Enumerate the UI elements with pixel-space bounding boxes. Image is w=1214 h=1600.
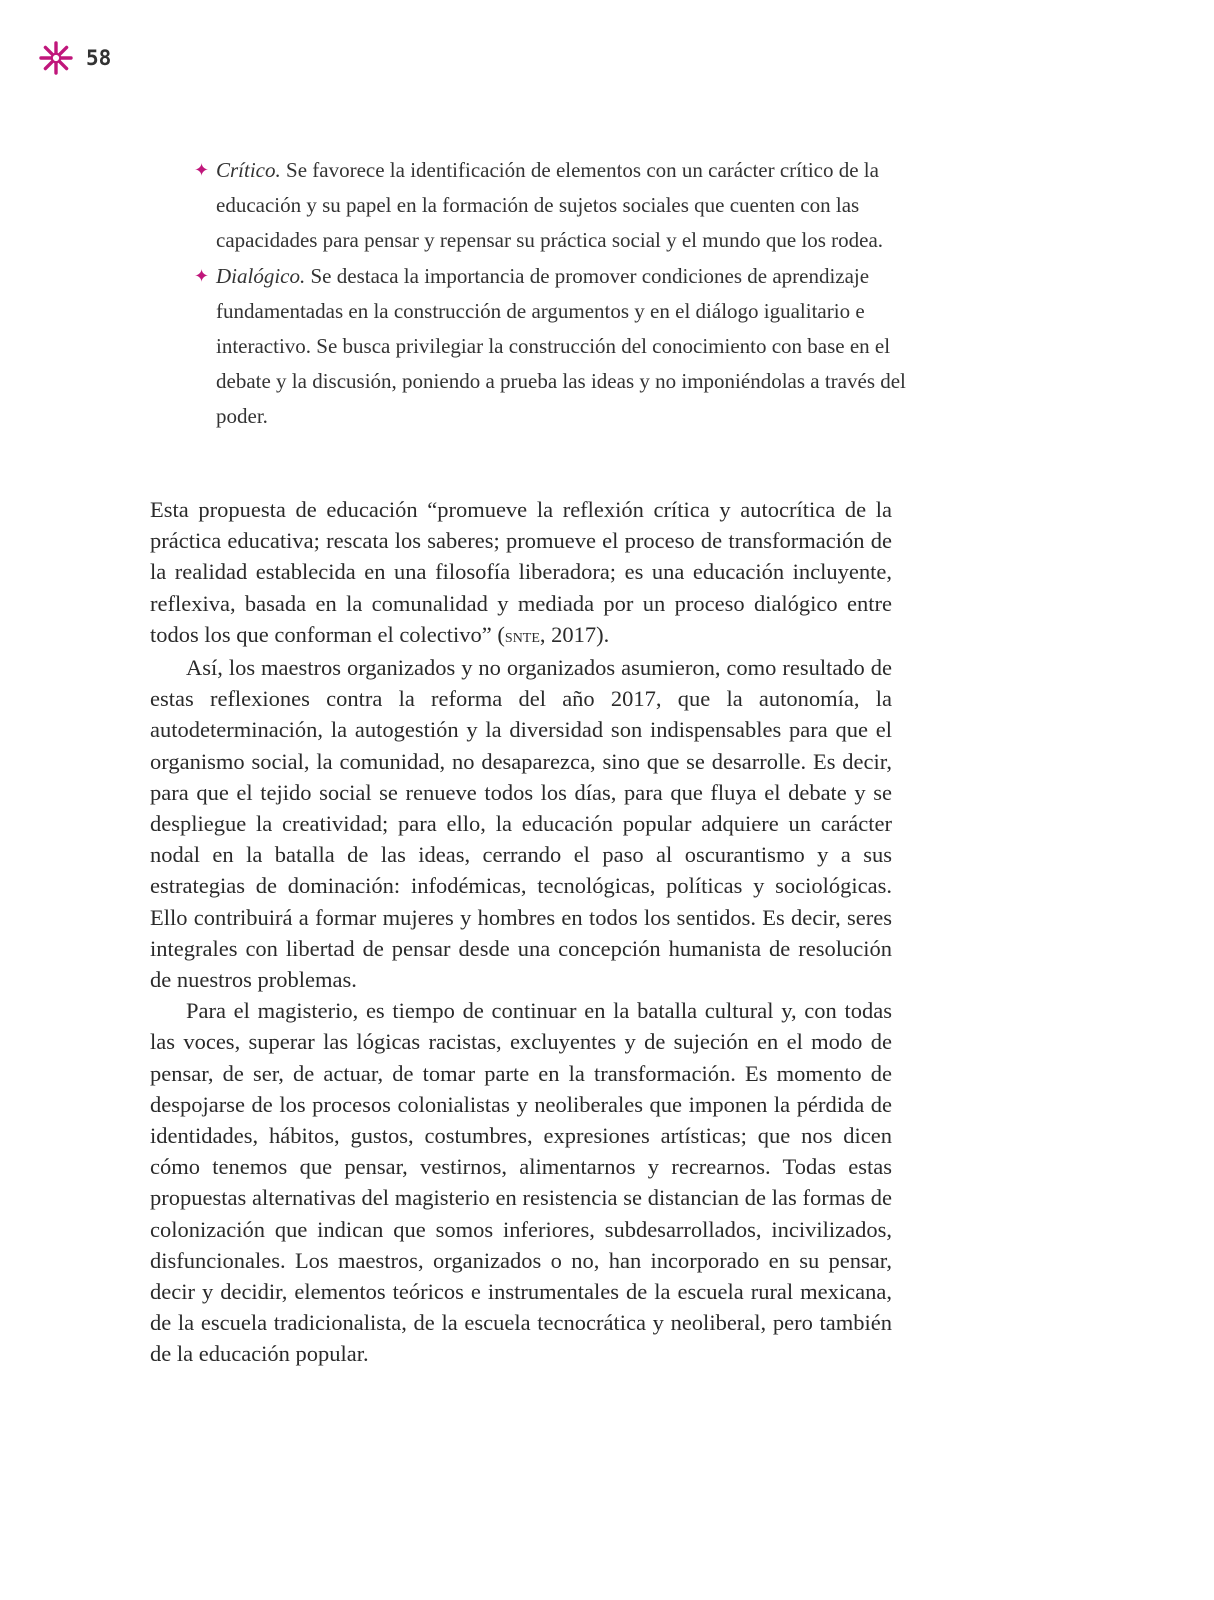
paragraph-2: Así, los maestros organizados y no organizados asumieron, como resultado de estas reflexiones contra la reforma del año 2017, que la autonomía, la autodeterminación, la autogestión y la diversidad son indispensables para que el organismo social, la comunidad, no desaparezca, sino que se desarrolle. Es decir, para que el tejido social se renueve todos los días, para que fluya el debate y se despliegue la creatividad; para ello, la educación popular adquiere un carácter nodal en la batalla de las ideas, cerrando el paso al oscurantismo y a sus estrategias de dominación: infodémicas, tecnológicas, políticas y sociológicas. Ello contribuirá a formar mujeres y hombres en todos los sentidos. Es decir, seres integrales con libertad de pensar desde una concepción humanista de resolución de nuestros problemas. <box>150 655 892 993</box>
bullet-list <box>194 153 914 435</box>
bullet-marker-icon: ✦ <box>194 265 210 286</box>
bullet-marker-icon: ✦ <box>194 160 210 180</box>
asterisk-flower-icon <box>38 40 74 76</box>
paragraph-1-text: Esta propuesta de educación “promueve la reflexión crítica y autocrítica de la práctica educativa; rescata los saberes; promueve el proceso de transformación de la realidad establecida en una filosofía liberadora; es una educación incluyente, reflexiva, basada en la comunalidad y mediada por un proceso dialógico entre todos los que conforman el colectivo” ( <box>150 497 892 647</box>
paragraph-3: Para el magisterio, es tiempo de continuar en la batalla cultural y, con todas las voces, superar las lógicas racistas, excluyentes y de sujeción en el modo de pensar, de ser, de actuar, de tomar parte en la transformación. Es momento de despojarse de los procesos colonialistas y neoliberales que imponen la pérdida de identidades, hábitos, gustos, costumbres, expresiones artísticas; que nos dicen cómo tenemos que pensar, vestirnos, alimentarnos y recrearnos. Todas estas propuestas alternativas del magisterio en resistencia se distancian de las formas de colonización que indican que somos inferiores, subdesarrollados, incivilizados, disfuncionales. Los maestros, organizados o no, han incorporado en su pensar, decir y decidir, elementos teóricos e instrumentales de la escuela rural mexicana, de la escuela tradicionalista, de la escuela tecnocrática y neoliberal, pero también de la educación popular. <box>150 998 892 1367</box>
bullet-item-critico <box>194 153 914 259</box>
bullet-item-dialogico <box>194 259 914 435</box>
bullet-text: Se favorece la identificación de elementos con un carácter crítico de la educación y su papel en la formación de sujetos sociales que cuenten con las capacidades para pensar y repensar su práctica social y el mundo que los rodea. <box>216 158 884 253</box>
page-number: 58 <box>86 46 112 70</box>
bullet-text: Se destaca la importancia de promover condiciones de aprendizaje fundamentadas en la construcción de argumentos y en el diálogo igualitario e interactivo. Se busca privilegiar la construcción del conocimiento con base en el debate y la discusión, poniendo a prueba las ideas y no imponiéndolas a través del poder. <box>216 263 906 429</box>
paragraph-1 <box>150 494 892 652</box>
bullet-term: Dialógico. <box>216 263 306 288</box>
body-text <box>150 494 892 1370</box>
bullet-term: Crítico. <box>216 158 281 182</box>
citation-year: , 2017). <box>539 621 610 647</box>
page-header <box>38 40 111 76</box>
citation-snte: snte <box>504 624 540 647</box>
